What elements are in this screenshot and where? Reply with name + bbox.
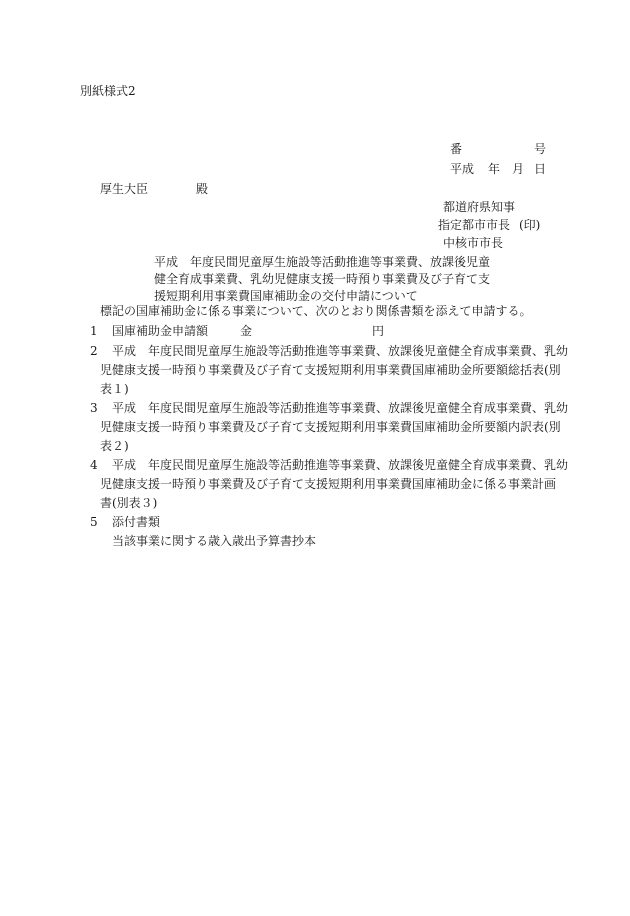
item-number: 2 <box>90 344 98 358</box>
addressee-honorific: 殿 <box>196 182 209 196</box>
item-number: 4 <box>90 458 98 472</box>
amount-suffix: 円 <box>372 324 385 338</box>
date-month: 月 <box>512 162 525 176</box>
item-line: 児健康支援一時預り事業費及び子育て支援短期利用事業費国庫補助金に係る事業計画 <box>100 477 557 491</box>
form-label: 別紙様式2 <box>80 84 136 98</box>
item-line: 児健康支援一時預り事業費及び子育て支援短期利用事業費国庫補助金所要額内訳表(別 <box>100 420 561 434</box>
item-number: 3 <box>90 401 98 415</box>
item-line: 表１) <box>100 382 129 396</box>
date-year: 年 <box>488 162 501 176</box>
item-line: 平成 年度民間児童厚生施設等活動推進等事業費、放課後児童健全育成事業費、乳幼 <box>112 401 569 415</box>
item-number: 1 <box>90 324 98 338</box>
amount-prefix: 金 <box>240 324 253 338</box>
item-line: 児健康支援一時預り事業費及び子育て支援短期利用事業費国庫補助金所要額総括表(別 <box>100 363 561 377</box>
item-line: 平成 年度民間児童厚生施設等活動推進等事業費、放課後児童健全育成事業費、乳幼 <box>112 344 569 358</box>
item-title: 国庫補助金申請額 <box>112 324 209 338</box>
item-line: 表２) <box>100 439 129 453</box>
date-day: 日 <box>534 162 547 176</box>
sender-governor: 都道府県知事 <box>443 200 516 214</box>
item-title: 添付書類 <box>112 515 161 529</box>
intro-text: 標記の国庫補助金に係る事業について、次のとおり関係書類を添えて申請する。 <box>100 304 532 318</box>
document-number-label: 番 <box>450 142 463 156</box>
subject-line-2: 健全育成事業費、乳幼児健康支援一時預り事業費及び子育て支 <box>154 272 491 286</box>
sender-core-city-mayor: 中核市市長 <box>443 236 504 250</box>
document-number-suffix: 号 <box>534 142 547 156</box>
attachment-item: 当該事業に関する歳入歳出予算書抄本 <box>112 534 317 548</box>
item-line: 平成 年度民間児童厚生施設等活動推進等事業費、放課後児童健全育成事業費、乳幼 <box>112 458 569 472</box>
subject-line-1: 平成 年度民間児童厚生施設等活動推進等事業費、放課後児童 <box>154 255 491 269</box>
sender-city-mayor: 指定都市市長 <box>438 218 511 232</box>
date-era: 平成 <box>450 162 475 176</box>
item-number: 5 <box>90 515 98 529</box>
addressee-name: 厚生大臣 <box>100 182 149 196</box>
item-line: 書(別表３) <box>100 496 158 510</box>
subject-line-3: 援短期利用事業費国庫補助金の交付申請について <box>154 289 418 303</box>
sender-seal: (印) <box>519 218 541 232</box>
